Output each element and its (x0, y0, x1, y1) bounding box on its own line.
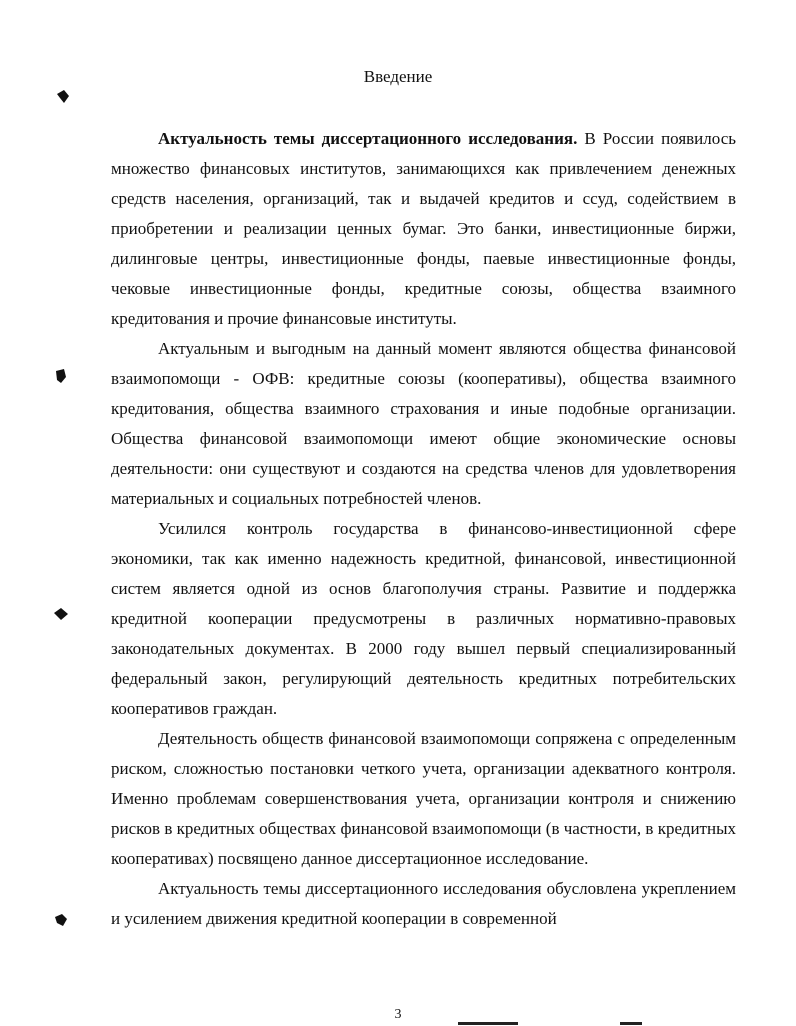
paragraph-4: Деятельность обществ финансовой взаимопомощи сопряжена с определенным риском, сложностью постановки четкого учета, организации адекватного контроля. Именно проблемам совершенствования учета, организации контроля и снижению рисков в кредитных обществах финансовой взаимопомощи (в частности, в кредитных кооперативах) посвящено данное диссертационное исследование. (111, 729, 736, 868)
punch-hole-mark-icon (55, 88, 71, 104)
scan-artifact (458, 1022, 518, 1025)
paragraph-1 (111, 124, 736, 334)
paragraph-2: Актуальным и выгодным на данный момент являются общества финансовой взаимопомощи - ОФВ: кредитные союзы (кооперативы), общества взаимного кредитования, общества взаимного страхования и иные подобные организации. Общества финансовой взаимопомощи имеют общие экономические основы деятельности: они существуют и создаются на средства членов для удовлетворения материальных и социальных потребностей членов. (111, 339, 736, 508)
paragraph-1-bold-lead: Актуальность темы диссертационного исследования. (158, 129, 578, 148)
page-number: 3 (394, 1007, 402, 1022)
paragraph-1-text: В России появилось множество финансовых институтов, занимающихся как привлечением денежных средств населения, организаций, так и выдачей кредитов и ссуд, содействием в приобретении и реализации ценных бумаг. Это банки, инвестиционные биржи, дилинговые центры, инвестиционные фонды, паевые инвестиционные фонды, чековые инвестиционные фонды, кредитные союзы, общества взаимного кредитования и прочие финансовые институты. (111, 129, 736, 328)
paragraph-3: Усилился контроль государства в финансово-инвестиционной сфере экономики, так как именно надежность кредитной, финансовой, инвестиционной систем является одной из основ благополучия страны. Развитие и поддержка кредитной кооперации предусмотрены в различных нормативно-правовых законодательных документах. В 2000 году вышел первый специализированный федеральный закон, регулирующий деятельность кредитных потребительских кооперативов граждан. (111, 519, 736, 718)
paragraph-5: Актуальность темы диссертационного исследования обусловлена укреплением и усилением движения кредитной кооперации в современной (111, 879, 736, 928)
punch-hole-mark-icon (53, 606, 69, 622)
punch-hole-mark-icon (53, 912, 69, 928)
body-text (111, 124, 736, 934)
section-heading: Введение (363, 67, 433, 86)
punch-hole-mark-icon (53, 368, 69, 384)
scan-artifact (620, 1022, 642, 1025)
